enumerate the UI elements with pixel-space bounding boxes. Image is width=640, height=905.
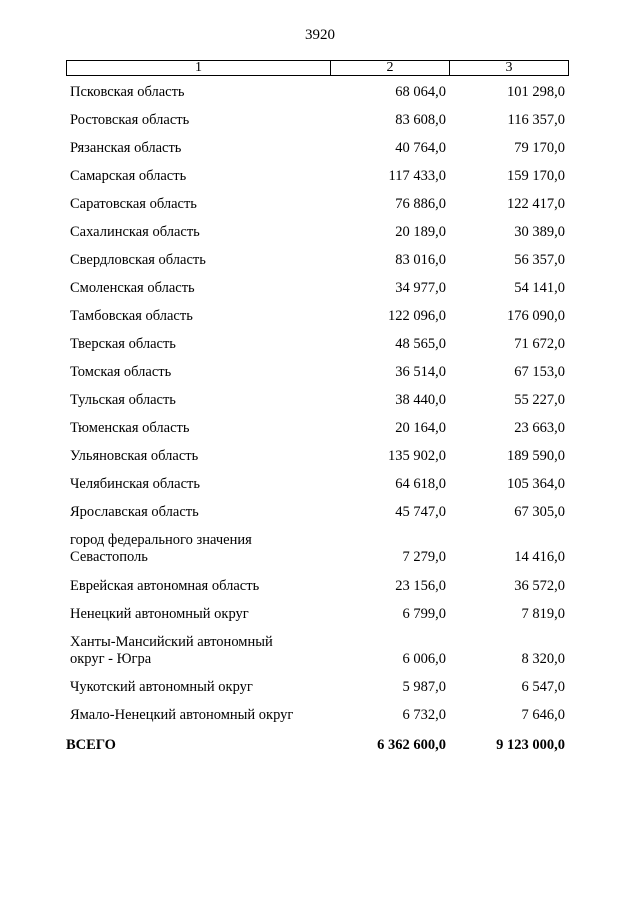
value-col-2: 5 987,0 bbox=[402, 679, 446, 695]
value-col-2: 20 189,0 bbox=[395, 224, 446, 240]
value-col-3: 122 417,0 bbox=[507, 196, 565, 212]
value-col-2: 6 732,0 bbox=[402, 707, 446, 723]
value-col-2: 64 618,0 bbox=[395, 476, 446, 492]
value-col-3: 55 227,0 bbox=[514, 392, 565, 408]
region-name-line2: Севастополь bbox=[70, 549, 148, 565]
value-col-3: 101 298,0 bbox=[507, 84, 565, 100]
region-name: Тамбовская область bbox=[70, 308, 193, 324]
value-col-3: 159 170,0 bbox=[507, 168, 565, 184]
value-col-2: 34 977,0 bbox=[395, 280, 446, 296]
region-name: Еврейская автономная область bbox=[70, 578, 260, 594]
region-name: Ростовская область bbox=[70, 112, 190, 128]
value-col-2: 7 279,0 bbox=[402, 549, 446, 565]
table-header bbox=[66, 60, 569, 76]
region-name: Смоленская область bbox=[70, 280, 195, 296]
value-col-3: 23 663,0 bbox=[514, 420, 565, 436]
region-name-line2: округ - Югра bbox=[70, 651, 152, 667]
value-col-2: 135 902,0 bbox=[388, 448, 446, 464]
region-name: Томская область bbox=[70, 364, 172, 380]
value-col-3: 176 090,0 bbox=[507, 308, 565, 324]
region-name: Свердловская область bbox=[70, 252, 206, 268]
region-name: Сахалинская область bbox=[70, 224, 200, 240]
value-col-2: 40 764,0 bbox=[395, 140, 446, 156]
value-col-3: 54 141,0 bbox=[514, 280, 565, 296]
value-col-2: 6 799,0 bbox=[402, 606, 446, 622]
value-col-2: 83 608,0 bbox=[395, 112, 446, 128]
value-col-3: 36 572,0 bbox=[514, 578, 565, 594]
region-name: Челябинская область bbox=[70, 476, 200, 492]
value-col-3: 79 170,0 bbox=[514, 140, 565, 156]
region-name: Чукотский автономный округ bbox=[70, 679, 253, 695]
value-col-2: 83 016,0 bbox=[395, 252, 446, 268]
value-col-3: 7 819,0 bbox=[521, 606, 565, 622]
header-col-1: 1 bbox=[67, 61, 331, 75]
value-col-3: 6 547,0 bbox=[521, 679, 565, 695]
value-col-3: 189 590,0 bbox=[507, 448, 565, 464]
value-col-3: 56 357,0 bbox=[514, 252, 565, 268]
page-number: 3920 bbox=[305, 27, 335, 43]
value-col-2: 38 440,0 bbox=[395, 392, 446, 408]
value-col-2: 23 156,0 bbox=[395, 578, 446, 594]
value-col-2: 122 096,0 bbox=[388, 308, 446, 324]
region-name: Ненецкий автономный округ bbox=[70, 606, 249, 622]
region-name: Псковская область bbox=[70, 84, 185, 100]
region-name: Ульяновская область bbox=[70, 448, 199, 464]
region-name: Самарская область bbox=[70, 168, 187, 184]
region-name: Тульская область bbox=[70, 392, 176, 408]
total-label: ВСЕГО bbox=[66, 737, 116, 753]
region-name-line1: город федерального значения bbox=[70, 532, 252, 548]
value-col-2: 6 006,0 bbox=[402, 651, 446, 667]
region-name: Саратовская область bbox=[70, 196, 197, 212]
region-name: Тверская область bbox=[70, 336, 176, 352]
value-col-3: 8 320,0 bbox=[521, 651, 565, 667]
value-col-3: 67 153,0 bbox=[514, 364, 565, 380]
total-col-2: 6 362 600,0 bbox=[377, 737, 446, 753]
value-col-2: 76 886,0 bbox=[395, 196, 446, 212]
total-col-3: 9 123 000,0 bbox=[496, 737, 565, 753]
value-col-3: 105 364,0 bbox=[507, 476, 565, 492]
value-col-3: 14 416,0 bbox=[514, 549, 565, 565]
region-name: Рязанская область bbox=[70, 140, 182, 156]
value-col-3: 67 305,0 bbox=[514, 504, 565, 520]
value-col-2: 48 565,0 bbox=[395, 336, 446, 352]
region-name: Ямало-Ненецкий автономный округ bbox=[70, 707, 294, 723]
value-col-3: 71 672,0 bbox=[514, 336, 565, 352]
region-name-line1: Ханты-Мансийский автономный bbox=[70, 634, 273, 650]
value-col-3: 30 389,0 bbox=[514, 224, 565, 240]
header-col-3: 3 bbox=[505, 60, 513, 75]
region-name: Тюменская область bbox=[70, 420, 190, 436]
value-col-3: 7 646,0 bbox=[521, 707, 565, 723]
value-col-2: 20 164,0 bbox=[395, 420, 446, 436]
value-col-2: 36 514,0 bbox=[395, 364, 446, 380]
value-col-2: 45 747,0 bbox=[395, 504, 446, 520]
region-name: Ярославская область bbox=[70, 504, 199, 520]
header-col-2: 2 bbox=[331, 61, 450, 75]
value-col-2: 68 064,0 bbox=[395, 84, 446, 100]
value-col-3: 116 357,0 bbox=[507, 112, 565, 128]
value-col-2: 117 433,0 bbox=[388, 168, 446, 184]
